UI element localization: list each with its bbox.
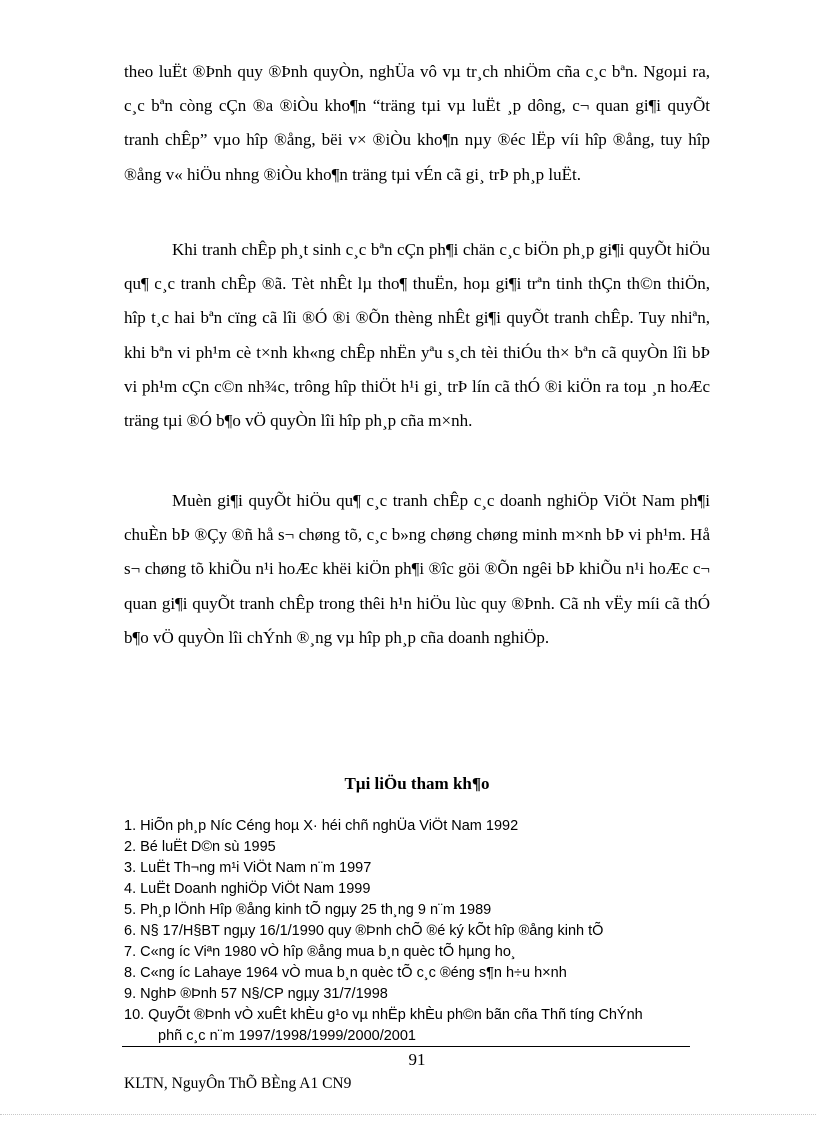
references-list [124,816,724,1047]
reference-item-10 [124,1005,724,1047]
page-number: 91 [408,1050,426,1069]
reference-item: 8. C«ng íc Lahaye 1964 vÒ mua b¸n quèc tÕ c¸c ®éng s¶n h÷u h×nh [124,965,567,981]
body-paragraph-2: Khi tranh chÊp ph¸t sinh c¸c bªn cÇn ph¶i chän c¸c biÖn ph¸p gi¶i quyÕt hiÖu qu¶ c¸c tranh chÊp ®ã. Tèt nhÊt lµ tho¶ thuËn, hoµ gi¶i trªn tinh thÇn th©n thiÖn, hîp t¸c hai bªn cïng cã lîi ®Ó ®i ®Õn thèng nhÊt gi¶i quyÕt tranh chÊp. Tuy nhiªn, khi bªn vi ph¹m cè t×nh kh«ng chÊp nhËn yªu s¸ch tèi thiÓu th× bªn cã quyÒn lîi bÞ vi ph¹m cÇn c©n nh¾c, trông hîp thiÖt h¹i gi¸ trÞ lín cã thÓ ®i kiÖn ra toµ ¸n hoÆc träng tµi ®Ó b¶o vÖ quyÒn lîi hîp ph¸p cña m×nh. [124,240,710,431]
reference-10-line-2: phñ c¸c n¨m 1997/1998/1999/2000/2001 [158,1028,416,1044]
reference-item: 4. LuËt Doanh nghiÖp ViÖt Nam 1999 [124,881,371,897]
reference-item: 7. C«ng íc Viªn 1980 vÒ hîp ®ång mua b¸n quèc tÕ hµng ho¸ [124,944,516,960]
page-edge-divider [0,1114,816,1115]
references-heading: Tµi liÖu tham kh¶o [344,774,490,793]
reference-item: 2. Bé luËt D©n sù 1995 [124,839,276,855]
body-paragraph-3: Muèn gi¶i quyÕt hiÖu qu¶ c¸c tranh chÊp c¸c doanh nghiÖp ViÖt Nam ph¶i chuÈn bÞ ®Çy ®ñ hå s¬ chøng tõ, c¸c b»ng chøng chøng minh m×nh bÞ vi ph¹m. Hå s¬ chøng tõ khiÕu n¹i hoÆc khëi kiÖn ph¶i ®îc göi ®Õn ngêi bÞ khiÕu n¹i hoÆc c¬ quan gi¶i quyÕt tranh chÊp trong thêi h¹n hiÖu lùc quy ®Þnh. Cã nh vËy míi cã thÓ b¶o vÖ quyÒn lîi chÝnh ®¸ng vµ hîp ph¸p cña doanh nghiÖp. [124,491,710,647]
footer-text: KLTN, NguyÔn ThÕ BÈng A1 CN9 [124,1075,352,1092]
reference-10-line-1: 10. QuyÕt ®Þnh vÒ xuÊt khÈu g¹o vµ nhËp khÈu ph©n bãn cña Thñ tíng ChÝnh [124,1007,643,1023]
body-paragraph-1: theo luËt ®Þnh quy ®Þnh quyÒn, nghÜa vô vµ tr¸ch nhiÖm cña c¸c bªn. Ngoµi ra, c¸c bªn còng cÇn ®a ®iÒu kho¶n “träng tµi vµ luËt ¸p dông, c¬ quan gi¶i quyÕt tranh chÊp” vµo hîp ®ång, bëi v× ®iÒu kho¶n nµy ®éc lËp víi hîp ®ång, tuy hîp ®ång v« hiÖu nhng ®iÒu kho¶n träng tµi vÉn cã gi¸ trÞ ph¸p luËt. [124,62,710,184]
reference-item: 1. HiÕn ph¸p Níc Céng hoµ X· héi chñ nghÜa ViÖt Nam 1992 [124,818,519,834]
reference-item: 3. LuËt Th¬ng m¹i ViÖt Nam n¨m 1997 [124,860,372,876]
reference-item: 6. N§ 17/H§BT ngµy 16/1/1990 quy ®Þnh chÕ ®é ký kÕt hîp ®ång kinh tÕ [124,923,604,939]
footer-rule [122,1046,690,1047]
reference-item: 5. Ph¸p lÖnh Hîp ®ång kinh tÕ ngµy 25 th¸ng 9 n¨m 1989 [124,902,492,918]
reference-item: 9. NghÞ ®Þnh 57 N§/CP ngµy 31/7/1998 [124,986,388,1002]
